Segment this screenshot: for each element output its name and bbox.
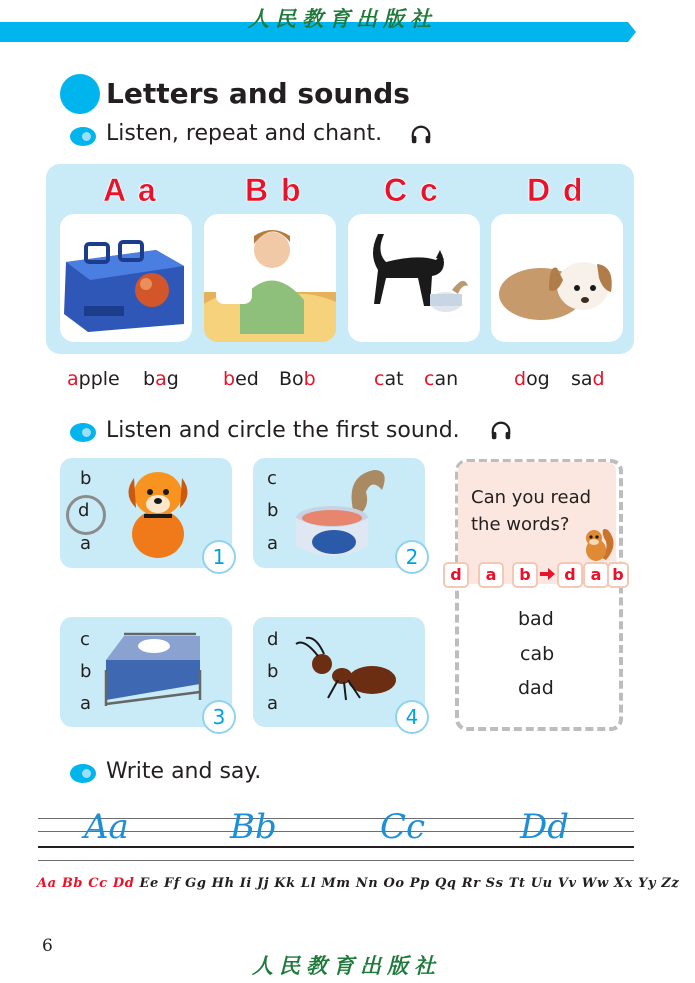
option-a[interactable]: a [267,533,279,554]
title-bullet [60,74,100,114]
boy-in-bed-picture [204,214,336,342]
option-b[interactable]: b [80,468,92,489]
word-bed: bed [223,368,259,390]
puzzle-piece: a [583,562,609,588]
item-number-4: 4 [395,700,429,734]
letter-heading-b: B b [245,172,303,208]
option-a[interactable]: a [80,533,92,554]
arrow-right-icon [540,567,556,581]
publisher-logo-bottom: 人民教育出版社 [252,953,441,978]
ant-icon [294,636,398,702]
option-d[interactable]: d [78,500,90,521]
section-bullet [70,423,96,442]
puzzle-piece: d [557,562,583,588]
writing-line [38,860,634,861]
handwriting-aa: Aa [84,807,129,847]
sad-dog-picture [491,214,623,342]
bed-icon [104,630,202,710]
puzzle-piece: b [607,562,629,588]
letter-heading-a: A a [103,172,158,208]
dog-icon [118,464,200,560]
page-title: Letters and sounds [106,77,410,110]
option-a[interactable]: a [267,693,279,714]
handwriting-bb: Bb [230,807,277,847]
section-write-label: Write and say. [106,759,262,784]
word-cat: cat [374,368,404,390]
word-apple: apple [67,368,120,390]
letter-heading-d: D d [527,172,585,208]
section-bullet [70,127,96,146]
option-b[interactable]: b [267,661,279,682]
read-question-line1: Can you read [471,487,592,508]
word-sad: sad [571,368,605,390]
read-question-line2: the words? [471,514,570,535]
read-word: cab [520,643,555,665]
page-number: 6 [42,936,53,956]
headphones-icon[interactable] [410,124,432,146]
word-bag: bag [143,368,179,390]
option-b[interactable]: b [80,661,92,682]
puzzle-piece: b [512,562,538,588]
option-c[interactable]: c [80,629,90,650]
item-number-3: 3 [202,700,236,734]
read-word: dad [518,677,554,699]
option-d[interactable]: d [267,629,279,650]
word-bob: Bob [279,368,316,390]
puzzle-piece: a [478,562,504,588]
option-a[interactable]: a [80,693,92,714]
squirrel-icon [580,524,616,564]
section-listen-label: Listen, repeat and chant. [106,121,383,146]
cat-and-can-picture [348,214,480,342]
alphabet-strip: Aa Bb Cc Dd Ee Ff Gg Hh Ii Jj Kk Ll Mm Nn Oo Pp Qq Rr Ss Tt Uu Vv Ww Xx Yy Zz [37,876,680,891]
section-circle-label: Listen and circle the first sound. [106,418,460,443]
headphones-icon[interactable] [490,420,512,442]
item-number-1: 1 [202,540,236,574]
option-b[interactable]: b [267,500,279,521]
handwriting-dd: Dd [520,807,570,847]
section-bullet [70,764,96,783]
can-icon [294,466,390,564]
puzzle-piece: d [443,562,469,588]
handwriting-cc: Cc [380,807,426,847]
bag-apple-picture [60,214,192,342]
publisher-logo-top: 人民教育出版社 [248,6,437,31]
word-can: can [424,368,459,390]
word-dog: dog [514,368,550,390]
read-word: bad [518,608,554,630]
option-c[interactable]: c [267,468,277,489]
letter-heading-c: C c [384,172,440,208]
item-number-2: 2 [395,540,429,574]
